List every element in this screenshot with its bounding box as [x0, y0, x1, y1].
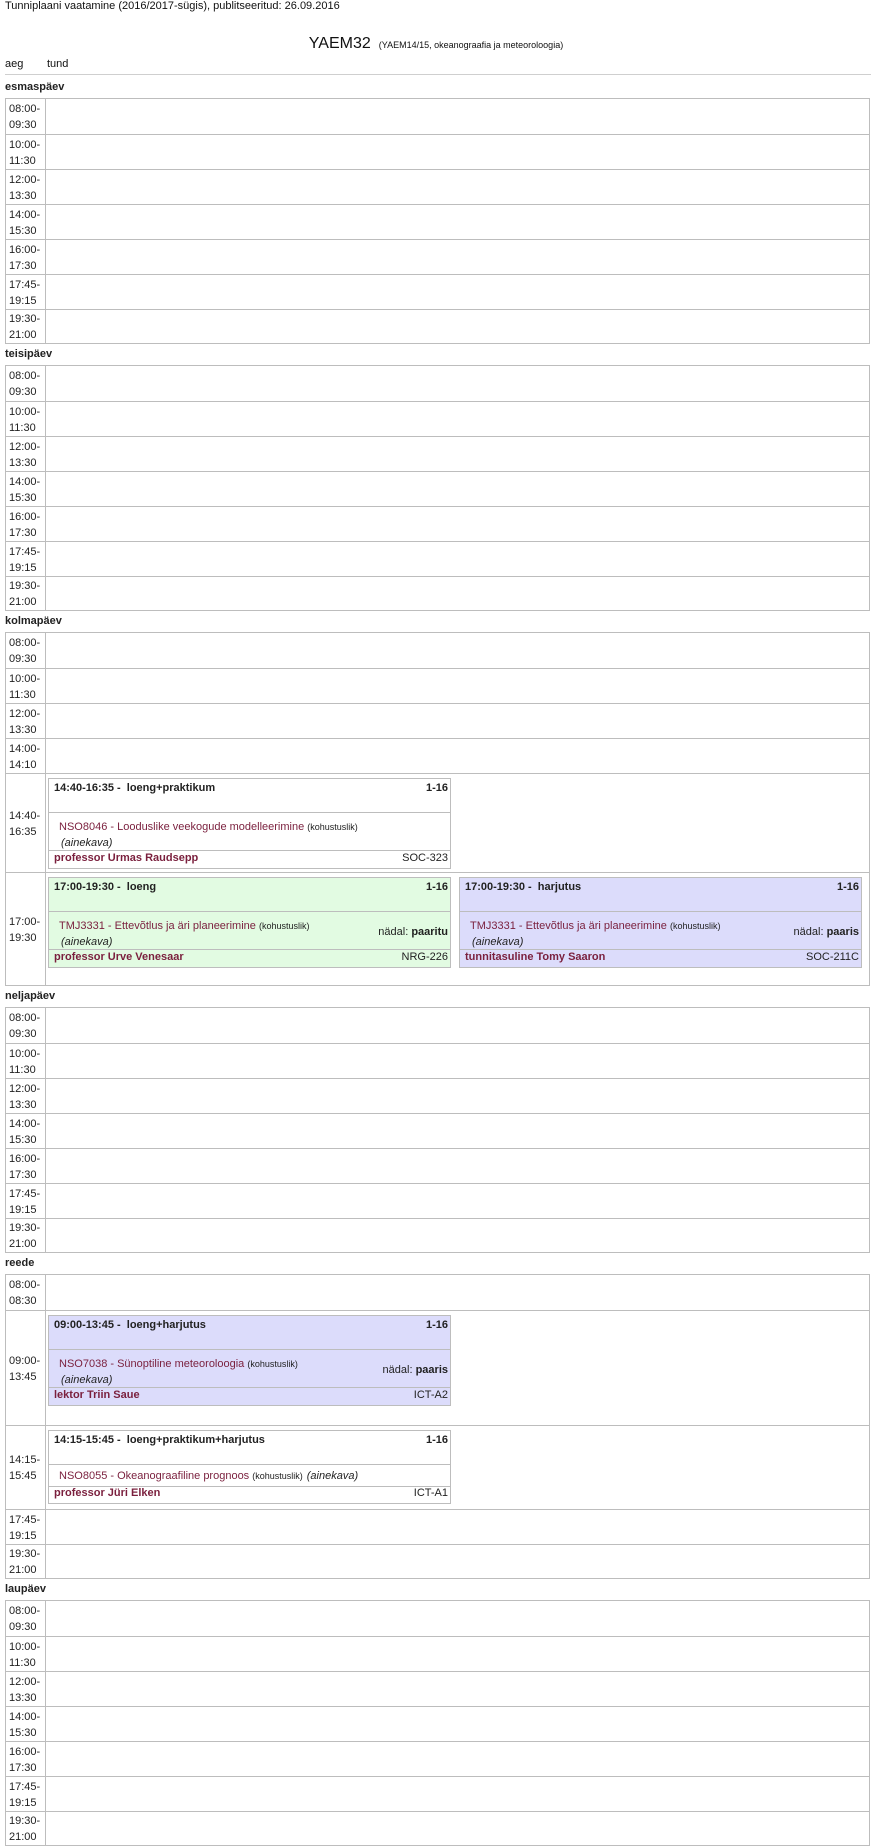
day-label: reede — [5, 1257, 35, 1269]
time-row — [6, 1509, 869, 1545]
lesson-footer — [49, 949, 450, 967]
time-row — [6, 471, 869, 507]
time-slot: 16:00- 17:30 — [6, 1149, 46, 1184]
column-lesson-label: tund — [47, 58, 69, 70]
day-table-monday — [5, 98, 870, 344]
time-row — [6, 169, 869, 205]
time-row — [6, 1275, 869, 1310]
teacher-link[interactable]: professor Jüri Elken — [54, 1487, 161, 1499]
time-row — [6, 1636, 869, 1672]
time-row — [6, 668, 869, 704]
time-row — [6, 1706, 869, 1742]
day-table-tuesday — [5, 365, 870, 611]
time-slot: 14:00- 15:30 — [6, 1707, 46, 1742]
time-slot: 10:00- 11:30 — [6, 669, 46, 704]
time-row — [6, 401, 869, 437]
day-label: kolmapäev — [5, 615, 62, 627]
time-row — [6, 1741, 869, 1777]
lesson-weeks: 1-16 — [425, 1319, 448, 1331]
subject-kind: (kohustuslik) — [252, 1471, 303, 1481]
time-slot: 12:00- 13:30 — [6, 437, 46, 472]
time-slot: 16:00- 17:30 — [6, 240, 46, 275]
time-slot: 08:00- 09:30 — [6, 99, 46, 134]
time-slot: 19:30- 21:00 — [6, 310, 46, 344]
lesson-body — [49, 912, 450, 950]
time-row — [6, 309, 869, 344]
day-label: laupäev — [5, 1583, 46, 1595]
time-slot: 16:00- 17:30 — [6, 507, 46, 542]
time-slot: 08:00- 09:30 — [6, 1008, 46, 1043]
subject-link[interactable]: NSO8055 - Okeanograafiline prognoos (kohustuslik) (ainekava) — [59, 1470, 359, 1482]
teacher-link[interactable]: professor Urve Venesaar — [54, 951, 184, 963]
lesson-header — [49, 1431, 450, 1465]
time-row — [6, 703, 869, 739]
time-row — [6, 1078, 869, 1114]
time-slot: 14:00- 15:30 — [6, 205, 46, 240]
time-slot: 12:00- 13:30 — [6, 1672, 46, 1707]
time-row — [6, 366, 869, 401]
day-table-saturday — [5, 1600, 870, 1846]
time-slot: 08:00- 09:30 — [6, 633, 46, 668]
time-row — [6, 541, 869, 577]
lesson-card[interactable] — [459, 877, 862, 968]
subject-link[interactable]: TMJ3331 - Ettevõtlus ja äri planeerimine (kohustuslik) (ainekava) — [59, 918, 370, 950]
time-row — [6, 1776, 869, 1812]
lesson-body — [49, 1350, 450, 1388]
time-row — [6, 1043, 869, 1079]
day-label: esmaspäev — [5, 81, 65, 93]
time-slot: 17:45- 19:15 — [6, 1777, 46, 1812]
time-slot: 08:00- 08:30 — [6, 1275, 46, 1310]
time-row — [6, 1425, 869, 1510]
time-row — [6, 1601, 869, 1636]
time-row — [6, 576, 869, 611]
time-row — [6, 436, 869, 472]
time-row — [6, 1148, 869, 1184]
time-row — [6, 1671, 869, 1707]
time-slot: 10:00- 11:30 — [6, 135, 46, 170]
time-row — [6, 1113, 869, 1149]
lesson-time-type: 09:00-13:45 - loeng+harjutus — [54, 1319, 206, 1331]
time-slot: 08:00- 09:30 — [6, 1601, 46, 1636]
time-slot: 14:40- 16:35 — [6, 774, 46, 873]
day-table-wednesday — [5, 632, 870, 986]
subject-kind: (kohustuslik) — [307, 822, 358, 832]
lesson-footer — [49, 1387, 450, 1405]
lesson-card[interactable] — [48, 778, 451, 869]
lesson-body — [460, 912, 861, 950]
time-row — [6, 738, 869, 774]
subject-kind: (kohustuslik) — [258, 921, 310, 931]
time-slot: 19:30- 21:00 — [6, 577, 46, 611]
time-slot: 17:45- 19:15 — [6, 275, 46, 310]
time-slot: 12:00- 13:30 — [6, 170, 46, 205]
time-row — [6, 633, 869, 668]
lesson-footer — [49, 850, 450, 868]
time-slot: 10:00- 11:30 — [6, 1637, 46, 1672]
week-parity: nädal: paaris — [793, 926, 859, 938]
lesson-body — [49, 1465, 450, 1487]
room-label: SOC-323 — [402, 852, 448, 864]
time-slot: 09:00- 13:45 — [6, 1311, 46, 1426]
lesson-weeks: 1-16 — [425, 782, 448, 794]
column-time-label: aeg — [5, 58, 24, 70]
lesson-body — [49, 813, 450, 851]
subject-link[interactable]: NSO8046 - Looduslike veekogude modelleerimine (kohustuslik) (ainekava) — [59, 819, 446, 851]
time-row — [6, 1310, 869, 1426]
day-label: teisipäev — [5, 348, 53, 360]
time-slot: 12:00- 13:30 — [6, 704, 46, 739]
room-label: SOC-211C — [806, 951, 859, 963]
lesson-time-type: 14:40-16:35 - loeng+praktikum — [54, 782, 216, 794]
time-row — [6, 239, 869, 275]
room-label: NRG-226 — [401, 951, 448, 963]
day-label: neljapäev — [5, 990, 56, 1002]
page-title: Tunniplaani vaatamine (2016/2017-sügis), publitseeritud: 26.09.2016 — [5, 0, 340, 12]
subject-kind: (kohustuslik) — [669, 921, 721, 931]
time-slot: 17:00- 19:30 — [6, 873, 46, 986]
subject-link[interactable]: TMJ3331 - Ettevõtlus ja äri planeerimine (kohustuslik) (ainekava) — [470, 918, 781, 950]
time-slot: 14:00- 15:30 — [6, 1114, 46, 1149]
teacher-link[interactable]: lektor Triin Saue — [54, 1389, 140, 1401]
lesson-weeks: 1-16 — [836, 881, 859, 893]
time-slot: 17:45- 19:15 — [6, 542, 46, 577]
lesson-header — [49, 779, 450, 813]
time-slot: 17:45- 19:15 — [6, 1184, 46, 1219]
time-row — [6, 99, 869, 134]
lesson-header — [49, 1316, 450, 1350]
lesson-card[interactable] — [48, 1430, 451, 1504]
time-slot: 19:30- 21:00 — [6, 1219, 46, 1253]
time-row — [6, 204, 869, 240]
teacher-link[interactable]: tunnitasuline Tomy Saaron — [465, 951, 606, 963]
course-plan-link[interactable]: (ainekava) — [472, 936, 524, 948]
time-slot: 08:00- 09:30 — [6, 366, 46, 401]
time-slot: 19:30- 21:00 — [6, 1812, 46, 1846]
week-parity: nädal: paaris — [382, 1364, 448, 1376]
group-subtitle: (YAEM14/15, okeanograafia ja meteoroloogia) — [378, 40, 564, 50]
lesson-time-type: 17:00-19:30 - harjutus — [465, 881, 582, 893]
time-row — [6, 872, 869, 986]
course-plan-link[interactable]: (ainekava) — [61, 936, 113, 948]
lesson-footer — [49, 1485, 450, 1503]
time-row — [6, 274, 869, 310]
time-row — [6, 773, 869, 873]
time-row — [6, 1544, 869, 1579]
time-row — [6, 1218, 869, 1253]
lesson-card[interactable] — [48, 877, 451, 968]
group-header — [0, 35, 872, 53]
day-table-friday — [5, 1274, 870, 1579]
lesson-time-type: 14:15-15:45 - loeng+praktikum+harjutus — [54, 1434, 265, 1446]
time-row — [6, 1811, 869, 1846]
subject-link[interactable]: NSO7038 - Sünoptiline meteoroloogia (kohustuslik) (ainekava) — [59, 1356, 370, 1388]
time-slot: 14:00- 14:10 — [6, 739, 46, 774]
day-table-thursday — [5, 1007, 870, 1253]
lesson-card[interactable] — [48, 1315, 451, 1406]
teacher-link[interactable]: professor Urmas Raudsepp — [54, 852, 199, 864]
time-slot: 14:15- 15:45 — [6, 1426, 46, 1510]
column-header — [5, 58, 871, 75]
lesson-weeks: 1-16 — [425, 881, 448, 893]
lesson-weeks: 1-16 — [425, 1434, 448, 1446]
group-name: YAEM32 — [308, 35, 371, 52]
room-label: ICT-A2 — [413, 1389, 448, 1401]
week-parity: nädal: paaritu — [378, 926, 448, 938]
lesson-header — [460, 878, 861, 912]
subject-kind: (kohustuslik) — [247, 1359, 298, 1369]
time-slot: 10:00- 11:30 — [6, 402, 46, 437]
lesson-footer — [460, 949, 861, 967]
time-slot: 19:30- 21:00 — [6, 1545, 46, 1579]
time-row — [6, 134, 869, 170]
time-row — [6, 1008, 869, 1043]
time-slot: 12:00- 13:30 — [6, 1079, 46, 1114]
course-plan-link[interactable]: (ainekava) — [306, 1470, 359, 1482]
lesson-time-type: 17:00-19:30 - loeng — [54, 881, 157, 893]
time-slot: 14:00- 15:30 — [6, 472, 46, 507]
lesson-header — [49, 878, 450, 912]
time-row — [6, 506, 869, 542]
time-slot: 10:00- 11:30 — [6, 1044, 46, 1079]
course-plan-link[interactable]: (ainekava) — [61, 1374, 113, 1386]
time-row — [6, 1183, 869, 1219]
room-label: ICT-A1 — [413, 1487, 448, 1499]
time-slot: 16:00- 17:30 — [6, 1742, 46, 1777]
time-slot: 17:45- 19:15 — [6, 1510, 46, 1545]
course-plan-link[interactable]: (ainekava) — [61, 837, 113, 849]
